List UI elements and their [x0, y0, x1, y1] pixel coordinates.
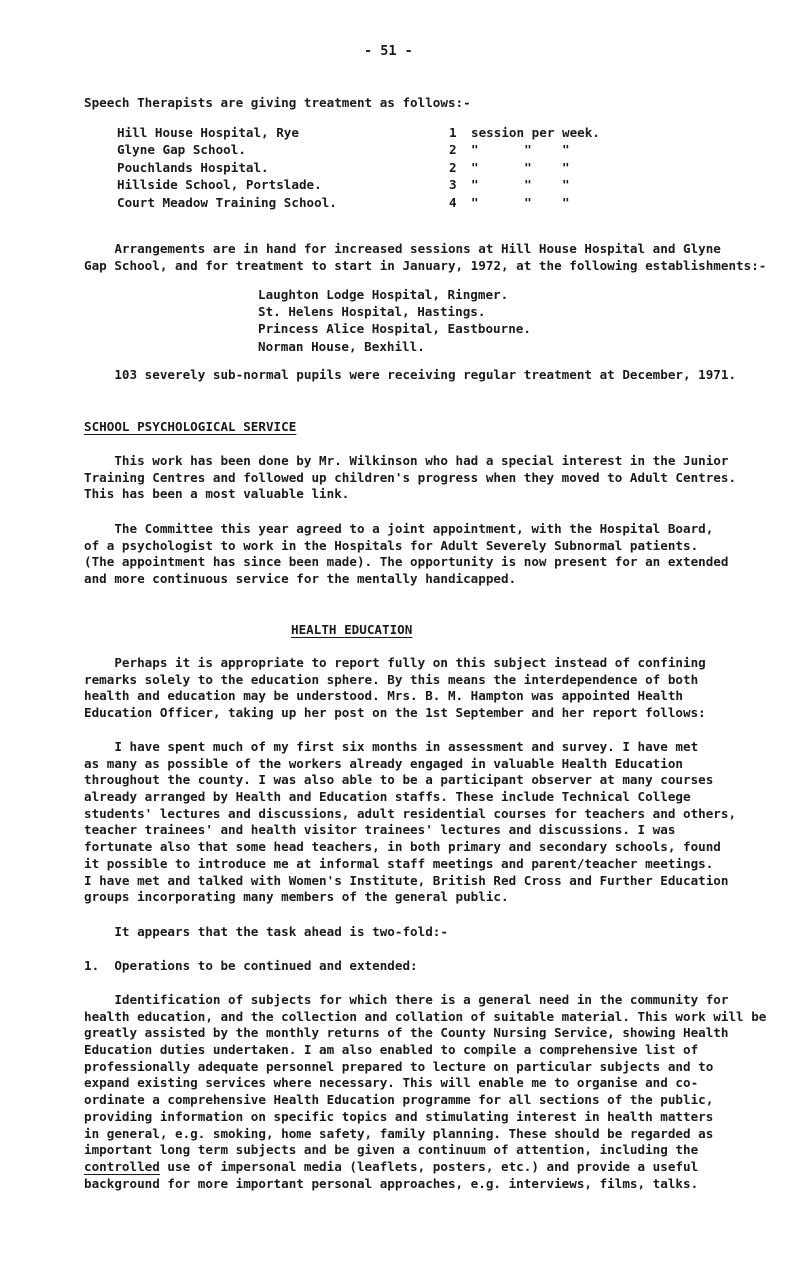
text-line: This work has been done by Mr. Wilkinson who had a special interest in the Junior [84, 453, 729, 468]
schedule-count: 4 [449, 194, 457, 210]
section-heading-health-education: HEALTH EDUCATION [291, 622, 413, 637]
text-line: ordinate a comprehensive Health Education programme for all sections of the public, [84, 1092, 714, 1108]
schedule-row [117, 160, 600, 177]
text-line: already arranged by Health and Education staffs. These include Technical College [84, 789, 691, 805]
schedule-unit: " " " [471, 177, 570, 193]
text-line: expand existing services where necessary. This will enable me to organise and co- [84, 1075, 699, 1091]
schedule-row [117, 195, 600, 212]
list-item: Norman House, Bexhill. [258, 338, 425, 354]
page-number: - 51 - [364, 43, 413, 59]
schedule-count: 2 [449, 142, 457, 158]
text-line: Education Officer, taking up her post on the 1st September and her report follows: [84, 705, 706, 721]
text-line: throughout the county. I was also able to be a participant observer at many courses [84, 772, 714, 788]
point-1-heading: 1. Operations to be continued and extended: [84, 958, 418, 973]
list-item: St. Helens Hospital, Hastings. [258, 304, 486, 320]
schedule-place: Glyne Gap School. [117, 142, 246, 158]
text-line: health education, and the collection and collation of suitable material. This work will be [84, 1008, 767, 1024]
text-line: students' lectures and discussions, adult residential courses for teachers and others, [84, 805, 737, 821]
text-line: and more continuous service for the mentally handicapped. [84, 571, 517, 587]
text-line: (The appointment has since been made). The opportunity is now present for an extended [84, 554, 729, 570]
text-line: health and education may be understood. Mrs. B. M. Hampton was appointed Health [84, 688, 683, 704]
text-line: This has been a most valuable link. [84, 486, 350, 502]
schedule-count: 2 [449, 159, 457, 175]
twofold-statement: It appears that the task ahead is two-fold:- [84, 924, 448, 939]
schedule-place: Court Meadow Training School. [117, 194, 337, 210]
health-paragraph-3 [84, 992, 784, 1192]
text-line: Training Centres and followed up children's progress when they moved to Adult Centres. [84, 469, 737, 485]
schedule-row [117, 142, 600, 159]
text-line: groups incorporating many members of the general public. [84, 889, 509, 905]
text-fragment: use of impersonal media (leaflets, posters, etc.) and provide a useful [159, 1158, 699, 1174]
schedule-row [117, 125, 600, 142]
text-line: professionally adequate personnel prepared to lecture on particular subjects and to [84, 1058, 714, 1074]
establishments-list [258, 287, 531, 356]
psychology-paragraph-2 [84, 521, 784, 588]
section-heading-psychological-service: SCHOOL PSYCHOLOGICAL SERVICE [84, 419, 297, 434]
schedule-count: 1 [449, 125, 457, 140]
text-line: greatly assisted by the monthly returns of the County Nursing Service, showing Health [84, 1025, 729, 1041]
schedule-unit: " " " [471, 159, 570, 175]
text-line: I have spent much of my first six months in assessment and survey. I have met [84, 739, 699, 754]
arrangements-paragraph [84, 241, 784, 274]
list-item: Princess Alice Hospital, Eastbourne. [258, 321, 531, 337]
schedule-unit: " " " [471, 142, 570, 158]
text-line: teacher trainees' and health visitor trainees' lectures and discussions. I was [84, 822, 676, 838]
schedule-place: Hill House Hospital, Rye [117, 125, 299, 140]
text-line [84, 1159, 784, 1176]
schedule-place: Pouchlands Hospital. [117, 159, 269, 175]
sessions-schedule [117, 125, 600, 212]
health-paragraph-2 [84, 739, 784, 906]
text-line: providing information on specific topics and stimulating interest in health matters [84, 1108, 714, 1124]
text-line: as many as possible of the workers already engaged in valuable Health Education [84, 755, 683, 771]
text-line: Arrangements are in hand for increased sessions at Hill House Hospital and Glyne [84, 241, 721, 256]
speech-therapy-intro: Speech Therapists are giving treatment as follows:- [84, 95, 471, 110]
pupils-statement: 103 severely sub-normal pupils were receiving regular treatment at December, 1971. [84, 367, 737, 382]
text-line: of a psychologist to work in the Hospitals for Adult Severely Subnormal patients. [84, 537, 699, 553]
schedule-row [117, 177, 600, 194]
text-line: in general, e.g. smoking, home safety, family planning. These should be regarded as [84, 1125, 714, 1141]
text-line: remarks solely to the education sphere. By this means the interdependence of both [84, 671, 699, 687]
schedule-unit: " " " [471, 194, 570, 210]
text-line: I have met and talked with Women's Institute, British Red Cross and Further Education [84, 872, 729, 888]
schedule-count: 3 [449, 177, 457, 193]
schedule-unit: session per week. [471, 125, 600, 140]
text-line: Education duties undertaken. I am also enabled to compile a comprehensive list of [84, 1042, 699, 1058]
text-line: background for more important personal approaches, e.g. interviews, films, talks. [84, 1175, 699, 1191]
text-line: fortunate also that some head teachers, in both primary and secondary schools, found [84, 839, 721, 855]
text-line: Gap School, and for treatment to start in January, 1972, at the following establishments:- [84, 257, 767, 273]
underlined-word: controlled [84, 1158, 160, 1174]
text-line: important long term subjects and be given a continuum of attention, including the [84, 1142, 699, 1158]
schedule-place: Hillside School, Portslade. [117, 177, 322, 193]
psychology-paragraph-1 [84, 453, 784, 503]
list-item: Laughton Lodge Hospital, Ringmer. [258, 287, 509, 302]
text-line: The Committee this year agreed to a joint appointment, with the Hospital Board, [84, 521, 714, 536]
text-line: Perhaps it is appropriate to report fully on this subject instead of confining [84, 655, 706, 670]
text-line: it possible to introduce me at informal staff meetings and parent/teacher meetings. [84, 855, 714, 871]
health-paragraph-1 [84, 655, 784, 722]
text-line: Identification of subjects for which there is a general need in the community for [84, 992, 729, 1007]
